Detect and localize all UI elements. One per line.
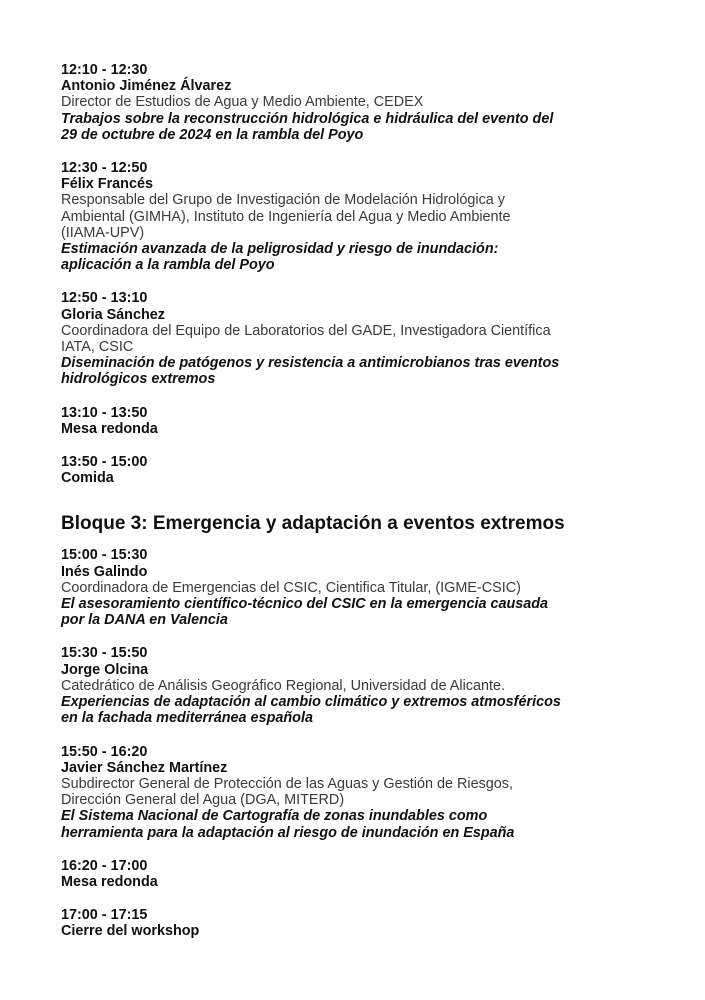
program-entry xyxy=(61,454,665,486)
entry-talk-title-line: Experiencias de adaptación al cambio climático y extremos atmosféricos xyxy=(61,694,561,711)
program-block-3 xyxy=(61,547,665,939)
program-entry xyxy=(61,744,665,841)
entry-role-line: Coordinadora del Equipo de Laboratorios del GADE, Investigadora Científica xyxy=(61,322,551,339)
entry-time: 12:30 - 12:50 xyxy=(61,160,148,177)
entry-speaker: Jorge Olcina xyxy=(61,661,149,678)
entry-time: 15:00 - 15:30 xyxy=(61,547,148,564)
entry-session-label: Mesa redonda xyxy=(61,420,158,437)
entry-talk-title-line: herramienta para la adaptación al riesgo de inundación en España xyxy=(61,824,515,841)
entry-time: 12:50 - 13:10 xyxy=(61,290,148,307)
program-entry xyxy=(61,290,665,387)
entry-talk-title-line: 29 de octubre de 2024 en la rambla del Poyo xyxy=(61,126,364,143)
entry-talk-title-line: Estimación avanzada de la peligrosidad y riesgo de inundación: xyxy=(61,241,499,258)
entry-time: 13:50 - 15:00 xyxy=(61,454,148,471)
program-entry xyxy=(61,405,665,437)
entry-role-line: Director de Estudios de Agua y Medio Ambiente, CEDEX xyxy=(61,94,424,111)
entry-talk-title-line: El Sistema Nacional de Cartografía de zonas inundables como xyxy=(61,808,488,825)
entry-talk-title-line: Diseminación de patógenos y resistencia a antimicrobianos tras eventos xyxy=(61,355,560,372)
entry-role-line: Responsable del Grupo de Investigación de Modelación Hidrológica y xyxy=(61,192,505,209)
entry-time: 15:50 - 16:20 xyxy=(61,743,148,760)
section-heading: Bloque 3: Emergencia y adaptación a eventos extremos xyxy=(61,513,565,535)
program-entry xyxy=(61,907,665,939)
entry-talk-title-line: El asesoramiento científico-técnico del CSIC en la emergencia causada xyxy=(61,596,549,613)
program-entry xyxy=(61,547,665,628)
program-entry xyxy=(61,62,665,143)
entry-speaker: Javier Sánchez Martínez xyxy=(61,759,228,776)
entry-role-line: IATA, CSIC xyxy=(61,339,134,356)
entry-time: 17:00 - 17:15 xyxy=(61,907,148,924)
entry-role-line: Ambiental (GIMHA), Instituto de Ingeniería del Agua y Medio Ambiente xyxy=(61,208,511,225)
entry-session-label: Comida xyxy=(61,470,114,487)
entry-time: 13:10 - 13:50 xyxy=(61,404,148,421)
program-block-2-continuation xyxy=(61,62,665,486)
entry-role-line: Dirección General del Agua (DGA, MITERD) xyxy=(61,792,345,809)
entry-session-label: Cierre del workshop xyxy=(61,923,200,940)
entry-role-line: Subdirector General de Protección de las Aguas y Gestión de Riesgos, xyxy=(61,775,513,792)
entry-role-line: (IIAMA-UPV) xyxy=(61,224,145,241)
entry-speaker: Félix Francés xyxy=(61,176,153,193)
program-entry xyxy=(61,160,665,273)
entry-time: 15:30 - 15:50 xyxy=(61,645,148,662)
entry-speaker: Gloria Sánchez xyxy=(61,306,165,323)
entry-talk-title-line: Trabajos sobre la reconstrucción hidrológica e hidráulica del evento del xyxy=(61,110,554,127)
entry-role-line: Coordinadora de Emergencias del CSIC, Cientifica Titular, (IGME-CSIC) xyxy=(61,579,521,596)
entry-time: 12:10 - 12:30 xyxy=(61,62,148,78)
entry-role-line: Catedrático de Análisis Geográfico Regional, Universidad de Alicante. xyxy=(61,677,505,694)
entry-talk-title-line: aplicación a la rambla del Poyo xyxy=(61,257,275,274)
entry-talk-title-line: hidrológicos extremos xyxy=(61,371,216,388)
entry-session-label: Mesa redonda xyxy=(61,873,158,890)
entry-speaker: Inés Galindo xyxy=(61,563,148,580)
entry-talk-title-line: en la fachada mediterránea española xyxy=(61,710,313,727)
entry-talk-title-line: por la DANA en Valencia xyxy=(61,612,228,629)
program-entry xyxy=(61,858,665,890)
program-entry xyxy=(61,645,665,726)
entry-time: 16:20 - 17:00 xyxy=(61,857,148,874)
entry-speaker: Antonio Jiménez Álvarez xyxy=(61,78,232,95)
